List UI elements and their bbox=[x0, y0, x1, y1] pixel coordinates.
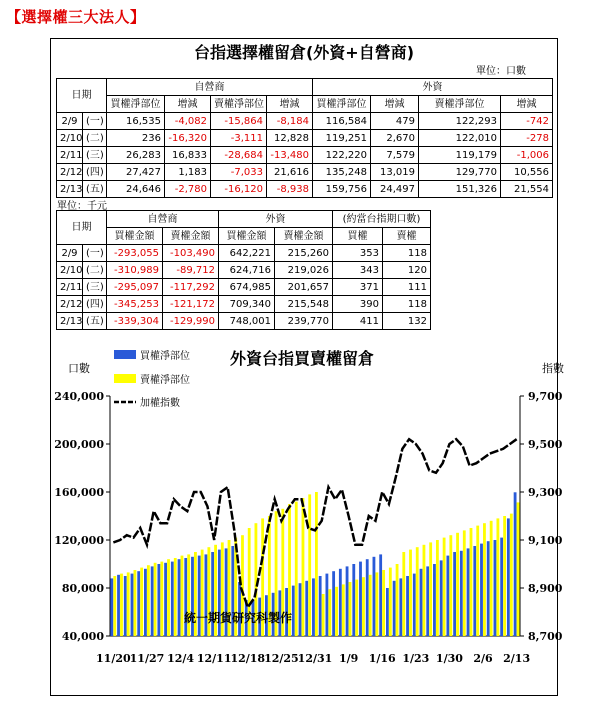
x-tick-label: 11/27 bbox=[129, 652, 165, 665]
group-header-prop: 自營商 bbox=[107, 79, 313, 96]
weekday-cell: (一) bbox=[83, 245, 107, 262]
legend-swatch-put bbox=[114, 374, 136, 383]
bar-put bbox=[429, 542, 432, 636]
bar-call bbox=[124, 576, 127, 636]
bar-call bbox=[339, 569, 342, 636]
bar-put bbox=[463, 530, 466, 636]
bar-call bbox=[494, 540, 497, 636]
column-header: 買權金額 bbox=[107, 228, 163, 245]
y-tick-label-left: 120,000 bbox=[54, 534, 104, 547]
y-tick-label-right: 8,900 bbox=[528, 582, 563, 595]
bar-call bbox=[305, 581, 308, 636]
weekday-cell: (四) bbox=[83, 164, 107, 181]
bar-put bbox=[476, 526, 479, 636]
bar-call bbox=[332, 571, 335, 636]
table1-title: 台指選擇權留倉(外資+自營商) bbox=[193, 43, 415, 62]
value-cell: 13,019 bbox=[371, 164, 419, 181]
bar-call bbox=[151, 566, 154, 636]
bar-call bbox=[426, 566, 429, 636]
value-cell: 16,833 bbox=[165, 147, 211, 164]
bar-call bbox=[487, 541, 490, 636]
value-cell: 236 bbox=[107, 130, 165, 147]
bar-put bbox=[382, 570, 385, 636]
value-cell: -89,712 bbox=[163, 262, 219, 279]
value-cell: -7,033 bbox=[211, 164, 267, 181]
y-tick-label-left: 40,000 bbox=[61, 630, 104, 643]
bar-put bbox=[349, 582, 352, 636]
bar-put bbox=[181, 556, 184, 636]
date-cell: 2/13 bbox=[57, 181, 83, 198]
bar-call bbox=[178, 559, 181, 636]
x-tick-label: 12/18 bbox=[230, 652, 266, 665]
bar-call bbox=[117, 575, 120, 636]
value-cell: 215,548 bbox=[275, 296, 333, 313]
x-tick-label: 12/25 bbox=[264, 652, 299, 665]
value-cell: 10,556 bbox=[501, 164, 553, 181]
group-header-foreign: 外資 bbox=[219, 211, 333, 228]
oi-amount-table bbox=[56, 210, 431, 330]
bar-call bbox=[292, 586, 295, 636]
bar-call bbox=[352, 564, 355, 636]
value-cell: 411 bbox=[333, 313, 383, 330]
bar-put bbox=[436, 540, 439, 636]
date-cell: 2/10 bbox=[57, 130, 83, 147]
bar-call bbox=[299, 583, 302, 636]
bar-put bbox=[160, 562, 163, 636]
value-cell: 371 bbox=[333, 279, 383, 296]
value-cell: 1,183 bbox=[165, 164, 211, 181]
value-cell: 709,340 bbox=[219, 296, 275, 313]
y-tick-label-right: 9,100 bbox=[528, 534, 563, 547]
bar-put bbox=[449, 535, 452, 636]
y-tick-label-left: 240,000 bbox=[54, 390, 104, 403]
bar-call bbox=[467, 548, 470, 636]
bar-put bbox=[140, 568, 143, 636]
value-cell: -339,304 bbox=[107, 313, 163, 330]
bar-call bbox=[164, 563, 167, 636]
group-header-foreign: 外資 bbox=[313, 79, 553, 96]
bar-call bbox=[500, 538, 503, 636]
x-tick-label: 1/30 bbox=[435, 652, 463, 665]
value-cell: -28,684 bbox=[211, 147, 267, 164]
weekday-cell: (二) bbox=[83, 130, 107, 147]
bar-call bbox=[480, 544, 483, 636]
x-tick-label: 12/4 bbox=[167, 652, 195, 665]
value-cell: -293,055 bbox=[107, 245, 163, 262]
column-header: 賣權 bbox=[383, 228, 431, 245]
y-axis-title-left: 口數 bbox=[68, 362, 90, 375]
bar-put bbox=[396, 564, 399, 636]
weekday-cell: (五) bbox=[83, 313, 107, 330]
legend-label-call: 買權淨部位 bbox=[140, 351, 190, 362]
date-cell: 2/11 bbox=[57, 147, 83, 164]
table2-unit: 單位：千元 bbox=[57, 201, 107, 212]
value-cell: 343 bbox=[333, 262, 383, 279]
value-cell: 12,828 bbox=[267, 130, 313, 147]
date-cell: 2/12 bbox=[57, 296, 83, 313]
value-cell: -4,082 bbox=[165, 113, 211, 130]
table-row bbox=[57, 147, 553, 164]
column-header: 賣權金額 bbox=[163, 228, 219, 245]
value-cell: -8,184 bbox=[267, 113, 313, 130]
bar-call bbox=[399, 578, 402, 636]
y-axis-title-right: 指數 bbox=[542, 362, 564, 375]
table-row bbox=[57, 262, 431, 279]
x-tick-label: 1/16 bbox=[368, 652, 396, 665]
bar-call bbox=[144, 569, 147, 636]
column-header: 買權淨部位 bbox=[313, 96, 371, 113]
date-cell: 2/13 bbox=[57, 313, 83, 330]
oi-chart bbox=[52, 338, 564, 678]
bar-put bbox=[134, 570, 137, 636]
value-cell: 215,260 bbox=[275, 245, 333, 262]
value-cell: 21,554 bbox=[501, 181, 553, 198]
bar-put bbox=[470, 528, 473, 636]
value-cell: 27,427 bbox=[107, 164, 165, 181]
value-cell: 21,616 bbox=[267, 164, 313, 181]
value-cell: 219,026 bbox=[275, 262, 333, 279]
weekday-cell: (三) bbox=[83, 147, 107, 164]
table-row bbox=[57, 164, 553, 181]
table-row bbox=[57, 130, 553, 147]
weekday-cell: (五) bbox=[83, 181, 107, 198]
value-cell: -129,990 bbox=[163, 313, 219, 330]
bar-call bbox=[393, 581, 396, 636]
bar-put bbox=[456, 533, 459, 636]
y-tick-label-left: 160,000 bbox=[54, 486, 104, 499]
group-header-prop: 自營商 bbox=[107, 211, 219, 228]
bar-call bbox=[379, 554, 382, 636]
value-cell: 26,283 bbox=[107, 147, 165, 164]
bar-call bbox=[460, 551, 463, 636]
value-cell: 151,326 bbox=[419, 181, 501, 198]
bar-call bbox=[346, 566, 349, 636]
bar-call bbox=[366, 559, 369, 636]
value-cell: 239,770 bbox=[275, 313, 333, 330]
bar-call bbox=[359, 562, 362, 636]
bar-put bbox=[496, 518, 499, 636]
bar-call bbox=[110, 578, 113, 636]
x-tick-label: 2/13 bbox=[503, 652, 531, 665]
value-cell: 24,646 bbox=[107, 181, 165, 198]
column-header: 買權金額 bbox=[219, 228, 275, 245]
value-cell: 24,497 bbox=[371, 181, 419, 198]
value-cell: -8,938 bbox=[267, 181, 313, 198]
y-tick-label-right: 8,700 bbox=[528, 630, 563, 643]
value-cell: -103,490 bbox=[163, 245, 219, 262]
bar-call bbox=[413, 574, 416, 636]
value-cell: 390 bbox=[333, 296, 383, 313]
bar-put bbox=[147, 565, 150, 636]
x-tick-label: 12/31 bbox=[297, 652, 333, 665]
legend-swatch-call bbox=[114, 350, 136, 359]
watermark-text: 統一期貨研究科製作 bbox=[184, 611, 293, 625]
value-cell: -13,480 bbox=[267, 147, 313, 164]
bar-put bbox=[503, 516, 506, 636]
bar-put bbox=[389, 568, 392, 636]
bar-call bbox=[446, 556, 449, 636]
table-header-row bbox=[57, 96, 553, 113]
y-tick-label-left: 200,000 bbox=[54, 438, 104, 451]
value-cell: -345,253 bbox=[107, 296, 163, 313]
bar-put bbox=[416, 547, 419, 636]
bar-put bbox=[174, 558, 177, 636]
date-cell: 2/12 bbox=[57, 164, 83, 181]
bar-put bbox=[402, 552, 405, 636]
bar-put bbox=[322, 594, 325, 636]
table-row bbox=[57, 279, 431, 296]
column-header: 賣權金額 bbox=[275, 228, 333, 245]
bar-put bbox=[308, 494, 311, 636]
value-cell: 624,716 bbox=[219, 262, 275, 279]
group-header-contracts: (約當台指期口數) bbox=[333, 211, 431, 228]
bar-call bbox=[473, 546, 476, 636]
x-tick-label: 11/20 bbox=[96, 652, 131, 665]
bar-call bbox=[440, 560, 443, 636]
date-cell: 2/9 bbox=[57, 113, 83, 130]
column-header: 賣權淨部位 bbox=[211, 96, 267, 113]
bar-call bbox=[137, 571, 140, 636]
y-tick-label-right: 9,300 bbox=[528, 486, 563, 499]
value-cell: 116,584 bbox=[313, 113, 371, 130]
table-row bbox=[57, 296, 431, 313]
value-cell: 118 bbox=[383, 245, 431, 262]
bar-call bbox=[157, 564, 160, 636]
bar-put bbox=[369, 575, 372, 636]
value-cell: -16,120 bbox=[211, 181, 267, 198]
value-cell: 674,985 bbox=[219, 279, 275, 296]
value-cell: 353 bbox=[333, 245, 383, 262]
date-cell: 2/10 bbox=[57, 262, 83, 279]
bar-call bbox=[312, 578, 315, 636]
value-cell: 120 bbox=[383, 262, 431, 279]
column-header: 買權淨部位 bbox=[107, 96, 165, 113]
bar-call bbox=[453, 552, 456, 636]
bar-call bbox=[433, 564, 436, 636]
bar-put bbox=[335, 587, 338, 636]
value-cell: -121,172 bbox=[163, 296, 219, 313]
table-header-row bbox=[57, 228, 431, 245]
bar-put bbox=[443, 538, 446, 636]
bar-call bbox=[420, 569, 423, 636]
value-cell: 122,220 bbox=[313, 147, 371, 164]
legend-label-put: 賣權淨部位 bbox=[140, 375, 190, 386]
value-cell: 119,179 bbox=[419, 147, 501, 164]
bar-put bbox=[355, 580, 358, 636]
bar-put bbox=[167, 559, 170, 636]
x-tick-label: 2/6 bbox=[473, 652, 493, 665]
value-cell: -310,989 bbox=[107, 262, 163, 279]
value-cell: 119,251 bbox=[313, 130, 371, 147]
bar-put bbox=[490, 521, 493, 636]
table-row bbox=[57, 113, 553, 130]
value-cell: -2,780 bbox=[165, 181, 211, 198]
column-header: 增減 bbox=[371, 96, 419, 113]
weekday-cell: (二) bbox=[83, 262, 107, 279]
date-header: 日期 bbox=[57, 79, 107, 113]
weekday-cell: (四) bbox=[83, 296, 107, 313]
bar-put bbox=[342, 584, 345, 636]
y-tick-label-right: 9,700 bbox=[528, 390, 563, 403]
date-cell: 2/9 bbox=[57, 245, 83, 262]
value-cell: 201,657 bbox=[275, 279, 333, 296]
bar-put bbox=[295, 502, 298, 636]
bar-put bbox=[113, 576, 116, 636]
chart-title: 外資台指買賣權留倉 bbox=[229, 349, 375, 368]
value-cell: 642,221 bbox=[219, 245, 275, 262]
column-header: 增減 bbox=[501, 96, 553, 113]
date-header: 日期 bbox=[57, 211, 107, 245]
bar-put bbox=[375, 572, 378, 636]
y-tick-label-right: 9,500 bbox=[528, 438, 563, 451]
bar-put bbox=[517, 502, 520, 636]
column-header: 賣權淨部位 bbox=[419, 96, 501, 113]
column-header: 增減 bbox=[267, 96, 313, 113]
value-cell: 118 bbox=[383, 296, 431, 313]
table-header-row bbox=[57, 79, 553, 96]
value-cell: 135,248 bbox=[313, 164, 371, 181]
table-row bbox=[57, 245, 431, 262]
date-cell: 2/11 bbox=[57, 279, 83, 296]
value-cell: 479 bbox=[371, 113, 419, 130]
table1-unit: 單位：口數 bbox=[476, 66, 526, 77]
bar-call bbox=[171, 562, 174, 636]
bar-put bbox=[510, 514, 513, 636]
value-cell: 122,293 bbox=[419, 113, 501, 130]
oi-contracts-table bbox=[56, 78, 553, 198]
table-header-row bbox=[57, 211, 431, 228]
bar-put bbox=[409, 550, 412, 636]
page-title: 【選擇權三大法人】 bbox=[6, 8, 146, 26]
value-cell: 2,670 bbox=[371, 130, 419, 147]
value-cell: -1,006 bbox=[501, 147, 553, 164]
value-cell: -295,097 bbox=[107, 279, 163, 296]
value-cell: 132 bbox=[383, 313, 431, 330]
weekday-cell: (一) bbox=[83, 113, 107, 130]
bar-put bbox=[315, 492, 318, 636]
value-cell: 16,535 bbox=[107, 113, 165, 130]
value-cell: 748,001 bbox=[219, 313, 275, 330]
value-cell: 129,770 bbox=[419, 164, 501, 181]
table-row bbox=[57, 181, 553, 198]
y-tick-label-left: 80,000 bbox=[61, 582, 104, 595]
x-tick-label: 1/23 bbox=[402, 652, 430, 665]
value-cell: -117,292 bbox=[163, 279, 219, 296]
value-cell: 111 bbox=[383, 279, 431, 296]
value-cell: 122,010 bbox=[419, 130, 501, 147]
bar-put bbox=[302, 498, 305, 636]
bar-call bbox=[514, 492, 517, 636]
table-row bbox=[57, 313, 431, 330]
bar-call bbox=[319, 576, 322, 636]
bar-put bbox=[328, 589, 331, 636]
value-cell: -3,111 bbox=[211, 130, 267, 147]
x-tick-label: 1/9 bbox=[338, 652, 359, 665]
bar-call bbox=[507, 518, 510, 636]
column-header: 買權 bbox=[333, 228, 383, 245]
weekday-cell: (三) bbox=[83, 279, 107, 296]
value-cell: -742 bbox=[501, 113, 553, 130]
bar-call bbox=[325, 574, 328, 636]
bar-put bbox=[154, 563, 157, 636]
bar-put bbox=[483, 523, 486, 636]
legend-label-index: 加權指數 bbox=[140, 398, 180, 409]
value-cell: 7,579 bbox=[371, 147, 419, 164]
bar-call bbox=[131, 574, 134, 636]
bar-put bbox=[127, 572, 130, 636]
column-header: 增減 bbox=[165, 96, 211, 113]
value-cell: 159,756 bbox=[313, 181, 371, 198]
value-cell: -15,864 bbox=[211, 113, 267, 130]
value-cell: -278 bbox=[501, 130, 553, 147]
value-cell: -16,320 bbox=[165, 130, 211, 147]
bar-call bbox=[406, 576, 409, 636]
x-tick-label: 12/11 bbox=[196, 652, 232, 665]
bar-call bbox=[386, 588, 389, 636]
bar-call bbox=[373, 557, 376, 636]
bar-put bbox=[423, 545, 426, 636]
bar-put bbox=[120, 574, 123, 636]
bar-put bbox=[362, 577, 365, 636]
